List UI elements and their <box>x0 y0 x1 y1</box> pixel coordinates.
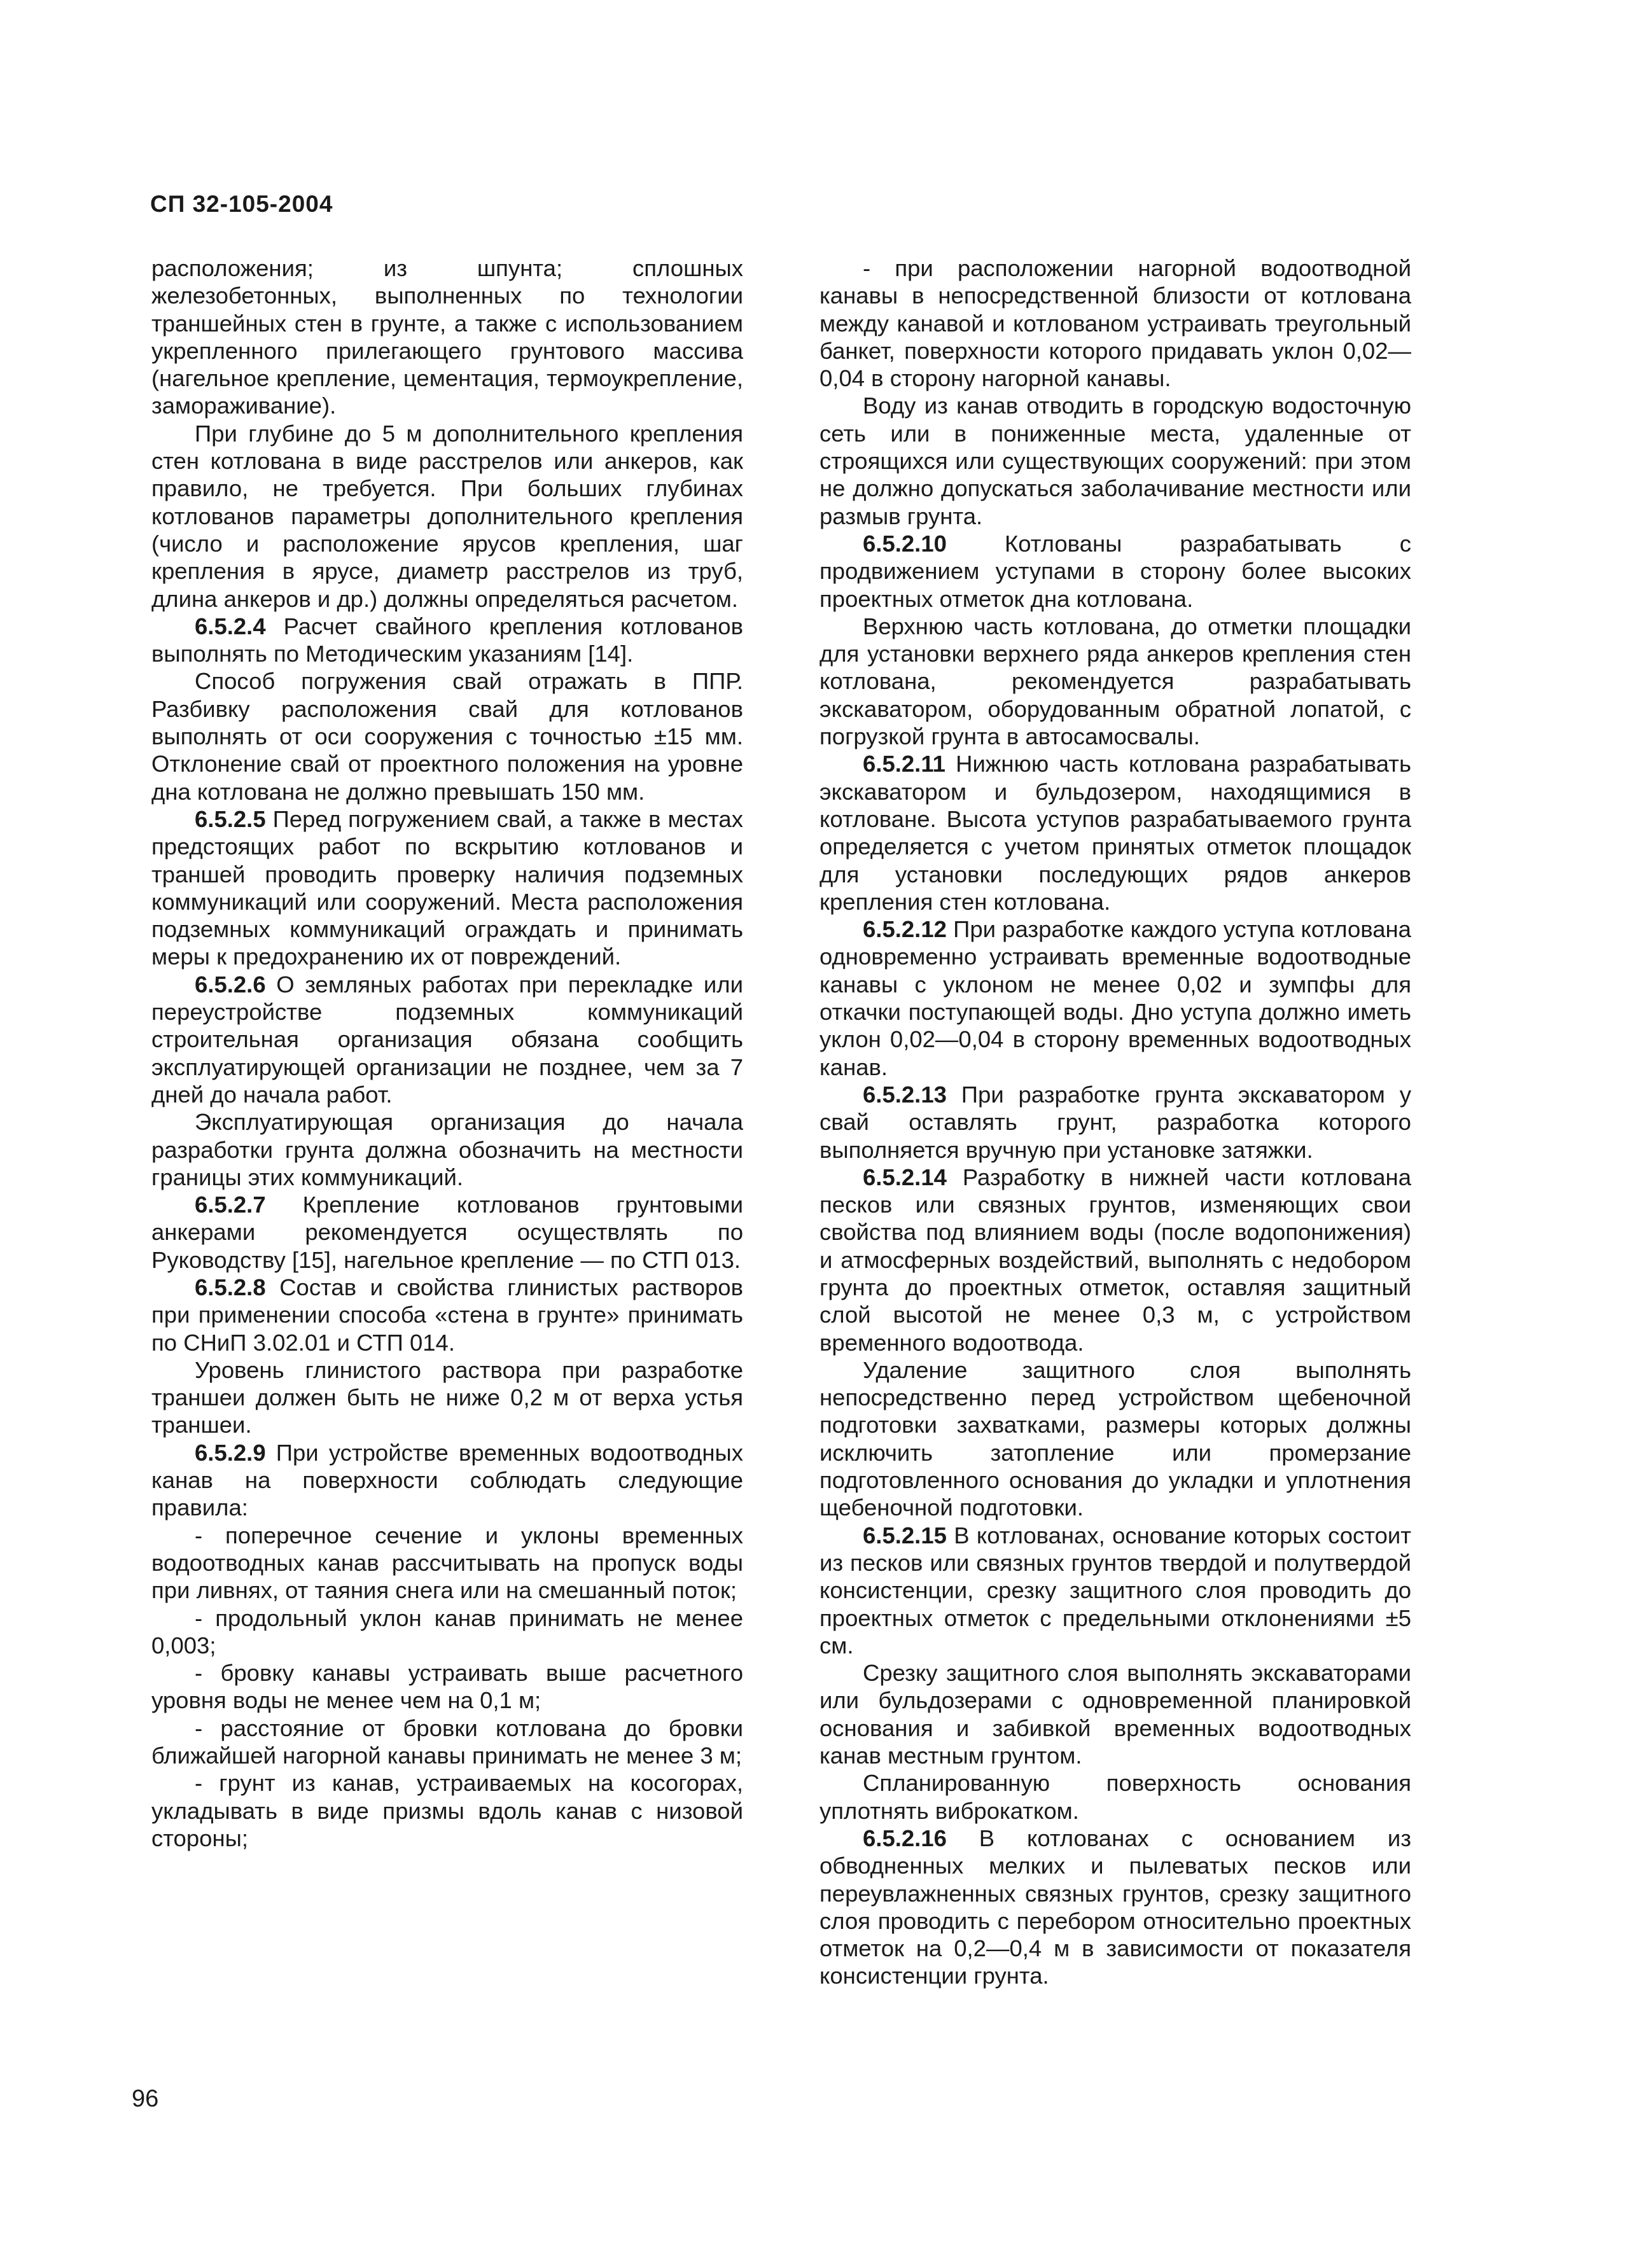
paragraph-text: Крепление котлованов грунтовыми анкерами рекомендуется осуществлять по Руководству [15], нагельное крепление — по СТП 013. <box>151 1192 743 1273</box>
clause-number: 6.5.2.12 <box>863 916 947 943</box>
paragraph <box>819 613 1411 750</box>
page-number: 96 <box>132 2085 159 2112</box>
paragraph <box>819 392 1411 529</box>
paragraph-text: Срезку защитного слоя выполнять экскаваторами или бульдозерами с одновременной планировкой основания и забивкой временных водоотводных канав местным грунтом. <box>819 1660 1411 1769</box>
clause-paragraph <box>819 530 1411 613</box>
paragraph-text: Нижнюю часть котлована разрабатывать экскаватором и бульдозером, находящимися в котловане. Высота уступов разрабатываемого грунта определяется с учетом принятых отметок площадок для установки последующих рядов анкеров крепления стен котлована. <box>819 751 1411 915</box>
left-text-column <box>151 254 743 1852</box>
clause-paragraph <box>819 1825 1411 1990</box>
paragraph <box>151 254 743 420</box>
clause-number: 6.5.2.6 <box>195 971 266 998</box>
paragraph <box>819 1659 1411 1769</box>
clause-paragraph <box>819 915 1411 1081</box>
list-item-text: - при расположении нагорной водоотводной канавы в непосредственной близости от котлована между канавой и котлованом устраивать треугольный банкет, поверхности которого придавать уклон 0,02—0,04 в сторону нагорной канавы. <box>819 255 1411 392</box>
paragraph-text: Состав и свойства глинистых растворов при применении способа «стена в грунте» принимать по СНиП 3.02.01 и СТП 014. <box>151 1274 743 1356</box>
clause-number: 6.5.2.5 <box>195 805 266 832</box>
list-item <box>151 1769 743 1852</box>
paragraph-text: Способ погружения свай отражать в ППР. Разбивку расположения свай для котлованов выполнять от оси сооружения с точностью ±15 мм. Отклонение свай от проектного положения на уровне дна котлована не должно превышать 150 мм. <box>151 668 743 805</box>
clause-paragraph <box>151 1439 743 1522</box>
clause-number: 6.5.2.10 <box>863 530 947 557</box>
clause-number: 6.5.2.13 <box>863 1081 947 1108</box>
paragraph-text: При глубине до 5 м дополнительного крепления стен котлована в виде расстрелов или анкеров, как правило, не требуется. При больших глубинах котлованов параметры дополнительного крепления (число и расположение ярусов крепления, шаг крепления в ярусе, диаметр расстрелов из труб, длина анкеров и др.) должны определяться расчетом. <box>151 420 743 612</box>
clause-paragraph <box>151 1274 743 1356</box>
paragraph-text: Верхнюю часть котлована, до отметки площадки для установки верхнего ряда анкеров крепления стен котлована, рекомендуется разрабатывать экскаватором, оборудованным обратной лопатой, с погрузкой грунта в автосамосвалы. <box>819 613 1411 750</box>
clause-number: 6.5.2.7 <box>195 1192 266 1218</box>
paragraph-text: При разработке каждого уступа котлована одновременно устраивать временные водоотводные канавы с уклоном не менее 0,02 и зумпфы для откачки поступающей воды. Дно уступа должно иметь уклон 0,02—0,04 в сторону временных водоотводных канав. <box>819 916 1411 1080</box>
paragraph <box>819 1769 1411 1825</box>
paragraph <box>819 1356 1411 1522</box>
clause-number: 6.5.2.4 <box>195 613 266 639</box>
list-item <box>151 1604 743 1660</box>
list-item-text: - поперечное сечение и уклоны временных водоотводных канав рассчитывать на пропуск воды при ливнях, от таяния снега или на смешанный поток; <box>151 1522 743 1604</box>
clause-number: 6.5.2.9 <box>195 1439 266 1466</box>
list-item-text: - грунт из канав, устраиваемых на косогорах, укладывать в виде призмы вдоль канав с низовой стороны; <box>151 1770 743 1851</box>
clause-number: 6.5.2.8 <box>195 1274 266 1300</box>
paragraph-text: Котлованы разрабатывать с продвижением уступами в сторону более высоких проектных отметок дна котлована. <box>819 530 1411 612</box>
clause-number: 6.5.2.15 <box>863 1522 947 1548</box>
paragraph-text: Перед погружением свай, а также в местах предстоящих работ по вскрытию котлованов и траншей проводить проверку наличия подземных коммуникаций или сооружений. Места расположения подземных коммуникаций ограждать и принимать меры к предохранению их от повреждений. <box>151 805 743 970</box>
paragraph-text: При разработке грунта экскаватором у свай оставлять грунт, разработка которого выполняется вручную при установке затяжки. <box>819 1081 1411 1163</box>
clause-paragraph <box>819 750 1411 915</box>
clause-paragraph <box>151 805 743 971</box>
clause-number: 6.5.2.11 <box>863 751 945 777</box>
paragraph-text: Разработку в нижней части котлована песков или связных грунтов, изменяющих свои свойства под влиянием воды (после водопонижения) и атмосферных воздействий, выполнять с недобором грунта до проектных отметок, оставляя защитный слой высотой не менее 0,3 м, с устройством временного водоотвода. <box>819 1164 1411 1356</box>
list-item <box>151 1659 743 1715</box>
clause-paragraph <box>151 971 743 1108</box>
paragraph-text: Спланированную поверхность основания уплотнять виброкатком. <box>819 1770 1411 1824</box>
list-item-text: - расстояние от бровки котлована до бровки ближайшей нагорной канавы принимать не менее 3 м; <box>151 1715 743 1769</box>
paragraph-text: Расчет свайного крепления котлованов выполнять по Методическим указаниям [14]. <box>151 613 743 667</box>
clause-number: 6.5.2.14 <box>863 1164 947 1190</box>
list-item <box>151 1522 743 1604</box>
paragraph-text: Эксплуатирующая организация до начала разработки грунта должна обозначить на местности границы этих коммуникаций. <box>151 1109 743 1190</box>
paragraph-text: Воду из канав отводить в городскую водосточную сеть или в пониженные места, удаленные от строящихся или существующих сооружений: при этом не должно допускаться заболачивание местности или размыв грунта. <box>819 393 1411 529</box>
paragraph-text: О земляных работах при перекладке или переустройстве подземных коммуникаций строительная организация обязана сообщить эксплуатирующей организации не позднее, чем за 7 дней до начала работ. <box>151 971 743 1108</box>
clause-paragraph <box>819 1164 1411 1356</box>
paragraph <box>151 420 743 613</box>
paragraph-text: расположения; из шпунта; сплошных железобетонных, выполненных по технологии траншейных стен в грунте, а также с использованием укрепленного прилегающего грунтового массива (нагельное крепление, цементация, термоукрепление, замораживание). <box>151 255 743 419</box>
right-text-column <box>819 254 1411 1990</box>
paragraph-text: Удаление защитного слоя выполнять непосредственно перед устройством щебеночной подготовки захватками, размеры которых должны исключить затопление или промерзание подготовленного основания до укладки и уплотнения щебеночной подготовки. <box>819 1356 1411 1521</box>
paragraph-text: Уровень глинистого раствора при разработке траншеи должен быть не ниже 0,2 м от верха устья траншеи. <box>151 1356 743 1438</box>
list-item <box>151 1715 743 1770</box>
document-code-header: СП 32-105-2004 <box>150 191 333 217</box>
paragraph-text: При устройстве временных водоотводных канав на поверхности соблюдать следующие правила: <box>151 1439 743 1521</box>
list-item-text: - бровку канавы устраивать выше расчетного уровня воды не менее чем на 0,1 м; <box>151 1660 743 1714</box>
list-item <box>819 254 1411 392</box>
paragraph <box>151 1356 743 1439</box>
clause-paragraph <box>151 613 743 668</box>
paragraph <box>151 667 743 805</box>
paragraph <box>151 1108 743 1191</box>
paragraph-text: В котлованах, основание которых состоит из песков или связных грунтов твердой и полутвердой консистенции, срезку защитного слоя проводить до проектных отметок с предельными отклонениями ±5 см. <box>819 1522 1411 1659</box>
clause-number: 6.5.2.16 <box>863 1825 947 1851</box>
clause-paragraph <box>151 1191 743 1274</box>
paragraph-text: В котлованах с основанием из обводненных мелких и пылеватых песков или переувлажненных связных грунтов, срезку защитного слоя проводить с перебором относительно проектных отметок на 0,2—0,4 м в зависимости от показателя консистенции грунта. <box>819 1825 1411 1989</box>
clause-paragraph <box>819 1522 1411 1659</box>
clause-paragraph <box>819 1081 1411 1164</box>
list-item-text: - продольный уклон канав принимать не менее 0,003; <box>151 1604 743 1659</box>
